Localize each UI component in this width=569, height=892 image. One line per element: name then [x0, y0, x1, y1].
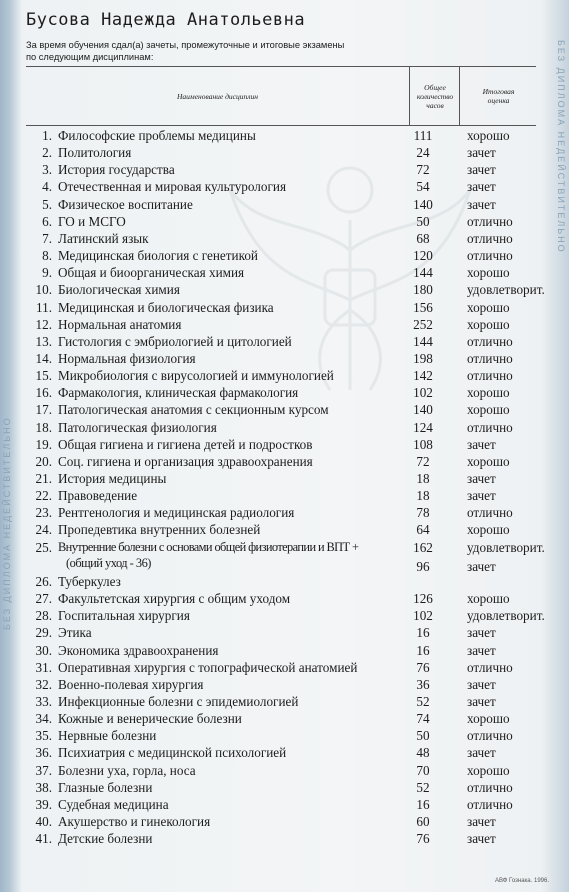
subject-grade: хорошо [467, 402, 510, 418]
subject-number: 31. [35, 659, 52, 675]
subject-number: 25. [35, 539, 52, 555]
subject-hours: 140 [413, 402, 433, 418]
subject-grade: зачет [467, 693, 496, 709]
subject-hours: 140 [413, 196, 433, 212]
subject-grade: отлично [467, 368, 513, 384]
subject-number: 9. [42, 265, 52, 281]
hours-header-line-3: часов [426, 100, 444, 110]
subject-number: 22. [35, 488, 52, 504]
subject-number: 16. [35, 385, 52, 401]
subject-hours: 198 [413, 350, 433, 366]
subject-grade: хорошо [467, 385, 510, 401]
subject-hours: 120 [413, 248, 433, 264]
subject-column-header: Наименование дисциплин [177, 91, 258, 101]
subject-hours: 50 [416, 728, 430, 744]
subject-name: Туберкулез [58, 573, 121, 589]
subject-hours: 16 [416, 796, 430, 812]
subject-number: 35. [35, 728, 52, 744]
subject-name: Отечественная и мировая культурология [58, 179, 287, 195]
subject-hours: 18 [416, 488, 430, 504]
subject-hours: 52 [416, 779, 430, 795]
subject-grade: отлично [467, 230, 513, 246]
hours-column-header [409, 67, 460, 125]
subject-grade: зачет [467, 145, 496, 161]
subject-number: 3. [42, 162, 52, 178]
subject-hours-secondary: 96 [416, 558, 430, 574]
grade-header-line-2: оценка [487, 96, 510, 105]
subject-grade: зачет [467, 814, 496, 829]
subject-grade: отлично [467, 350, 513, 366]
subject-number: 23. [35, 505, 52, 521]
subject-name: История медицины [58, 471, 167, 486]
subject-name: Общая гигиена и гигиена детей и подростков [58, 436, 313, 452]
subject-hours: 142 [413, 368, 433, 384]
subject-number: 11. [36, 299, 52, 315]
subject-hours: 144 [413, 265, 433, 281]
table-header [26, 66, 536, 126]
subject-hours: 78 [416, 505, 430, 521]
subject-number: 26. [35, 573, 52, 589]
subject-number: 12. [35, 316, 52, 332]
subject-number: 41. [35, 831, 52, 847]
subject-name: История государства [58, 162, 175, 178]
subject-name: Внутренние болезни с основами общей физиотерапии и ВПТ + [58, 539, 359, 554]
subject-hours: 72 [416, 453, 430, 469]
subject-hours: 102 [413, 385, 433, 401]
hours-header-line-2: количество [416, 91, 454, 101]
subject-grade: удовлетворит. [467, 608, 545, 624]
subject-name: Болезни уха, горла, носа [58, 762, 196, 778]
subject-number: 24. [35, 522, 52, 538]
subject-grade-secondary: зачет [467, 558, 496, 574]
subject-hours: 102 [413, 608, 433, 624]
subject-hours: 16 [416, 642, 430, 658]
subject-number: 19. [35, 436, 52, 452]
subject-grade: хорошо [467, 316, 510, 332]
subject-name: Факультетская хирургия с общим уходом [58, 591, 291, 607]
subject-name: Медицинская биология с генетикой [58, 248, 258, 264]
subject-number: 7. [42, 230, 52, 246]
subject-number: 34. [35, 711, 52, 727]
subject-name: Кожные и венерические болезни [58, 711, 242, 727]
subject-grade: отлично [467, 248, 513, 264]
subject-name: Патологическая физиология [58, 419, 217, 435]
subject-grade: зачет [467, 642, 496, 658]
subject-grade: хорошо [467, 522, 510, 538]
subject-hours: 76 [416, 659, 430, 675]
subject-number: 6. [42, 213, 52, 229]
subject-name: Госпитальная хирургия [58, 608, 190, 624]
subject-name: Политология [58, 145, 132, 161]
subject-grade: зачет [467, 179, 496, 195]
subject-number: 37. [35, 762, 52, 778]
subject-number: 1. [42, 128, 52, 143]
subject-hours: 162 [413, 539, 433, 555]
subject-hours: 52 [416, 693, 430, 709]
subject-hours: 156 [413, 299, 433, 315]
subject-name: Оперативная хирургия с топографической анатомией [58, 659, 358, 675]
subject-hours: 126 [413, 591, 433, 607]
subject-hours: 74 [416, 711, 430, 727]
subject-name: Микробиология с вирусологией и иммунологией [58, 368, 334, 384]
subject-name: Нормальная физиология [58, 350, 196, 366]
subject-name: Этика [58, 625, 92, 641]
subject-number: 15. [35, 368, 52, 384]
subject-hours: 70 [416, 762, 430, 778]
subject-grade: удовлетворит. [467, 539, 545, 555]
side-security-text-right: БЕЗ ДИПЛОМА НЕДЕЙСТВИТЕЛЬНО [556, 40, 566, 254]
subject-hours: 108 [413, 436, 433, 452]
subject-number: 36. [35, 745, 52, 761]
subject-grade: зачет [467, 196, 496, 212]
subject-name: Гистология с эмбриологией и цитологией [58, 333, 292, 349]
subject-grade: хорошо [467, 762, 510, 778]
subject-name: Общая и биоорганическая химия [58, 265, 245, 281]
intro-line-1: За время обучения сдал(а) зачеты, промежуточные и итоговые экзамены [26, 40, 345, 50]
subject-grade: зачет [467, 488, 496, 504]
subject-hours: 18 [416, 471, 430, 486]
subject-grade: отлично [467, 659, 513, 675]
intro-text [26, 39, 526, 63]
subject-hours: 252 [413, 316, 433, 332]
subject-number: 13. [35, 333, 52, 349]
grade-header-line-1: Итоговая [482, 87, 515, 96]
subject-grade: отлично [467, 728, 513, 744]
subject-name: Военно-полевая хирургия [58, 676, 204, 692]
intro-line-2: по следующим дисциплинам: [26, 52, 154, 62]
subject-number: 18. [35, 419, 52, 435]
subject-hours: 60 [416, 814, 430, 829]
subject-name: Судебная медицина [58, 796, 169, 812]
subject-name: Глазные болезни [58, 779, 153, 795]
subject-name: Философские проблемы медицины [58, 128, 256, 143]
subject-name: Правоведение [58, 488, 138, 504]
subject-hours: 64 [416, 522, 430, 538]
subject-grade: хорошо [467, 453, 510, 469]
subject-grade: зачет [467, 831, 496, 847]
subject-name: Пропедевтика внутренних болезней [58, 522, 261, 538]
side-security-text-left: БЕЗ ДИПЛОМА НЕДЕЙСТВИТЕЛЬНО [2, 416, 12, 630]
subject-number: 20. [35, 453, 52, 469]
subject-grade: хорошо [467, 265, 510, 281]
subject-number: 28. [35, 608, 52, 624]
subject-grade: зачет [467, 745, 496, 761]
subject-grade: отлично [467, 213, 513, 229]
subject-grade: хорошо [467, 128, 510, 143]
subject-name: Физическое воспитание [58, 196, 193, 212]
subject-hours: 111 [413, 128, 433, 143]
subject-name: Детские болезни [58, 831, 153, 847]
subject-number: 2. [42, 145, 52, 161]
subject-hours: 50 [416, 213, 430, 229]
subject-name: ГО и МСГО [58, 213, 126, 229]
subject-number: 33. [35, 693, 52, 709]
subject-name: Патологическая анатомия с секционным курсом [58, 402, 329, 418]
subject-name: Рентгенология и медицинская радиология [58, 505, 295, 521]
subject-number: 30. [35, 642, 52, 658]
printer-mark: АВФ Гознака. 1996. [495, 878, 549, 884]
subject-number: 27. [35, 591, 52, 607]
subject-number: 5. [42, 196, 52, 212]
subject-hours: 16 [416, 625, 430, 641]
subject-number: 38. [35, 779, 52, 795]
subject-hours: 24 [416, 145, 430, 161]
subject-name: Нервные болезни [58, 728, 157, 744]
subject-name: Экономика здравоохранения [58, 642, 219, 658]
subject-hours: 36 [416, 676, 430, 692]
subject-number: 21. [35, 471, 52, 486]
subject-name: Инфекционные болезни с эпидемиологией [58, 693, 299, 709]
subject-grade: хорошо [467, 591, 510, 607]
subject-name: Фармакология, клиническая фармакология [58, 385, 299, 401]
subject-hours: 54 [416, 179, 430, 195]
subject-name: Психиатрия с медицинской психологией [58, 745, 287, 761]
subject-name: Акушерство и гинекология [58, 814, 211, 829]
subject-number: 8. [42, 248, 52, 264]
subject-grade: зачет [467, 436, 496, 452]
subject-name: Соц. гигиена и организация здравоохранения [58, 453, 313, 469]
subject-hours: 76 [416, 831, 430, 847]
subject-hours: 48 [416, 745, 430, 761]
student-name: Бусова Надежда Анатольевна [26, 10, 306, 30]
subject-grade: зачет [467, 162, 496, 178]
subject-hours: 180 [413, 282, 433, 298]
grade-column-header [459, 67, 537, 125]
subject-hours: 124 [413, 419, 433, 435]
subject-grade: зачет [467, 676, 496, 692]
subject-grade: отлично [467, 505, 513, 521]
subject-hours: 68 [416, 230, 430, 246]
subject-number: 10. [35, 282, 52, 298]
subject-number: 17. [35, 402, 52, 418]
subject-grade: отлично [467, 779, 513, 795]
subject-grade: хорошо [467, 711, 510, 727]
subject-number: 29. [35, 625, 52, 641]
subject-grade: отлично [467, 419, 513, 435]
subject-name-continuation: (общий уход - 36) [66, 555, 151, 570]
subject-number: 14. [35, 350, 52, 366]
subject-grade: хорошо [467, 299, 510, 315]
subject-grade: отлично [467, 796, 513, 812]
subject-hours: 144 [413, 333, 433, 349]
subject-number: 39. [35, 796, 52, 812]
subject-number: 4. [42, 179, 52, 195]
hours-header-line-1: Общее [424, 82, 446, 92]
subject-name: Биологическая химия [58, 282, 180, 298]
subject-name: Медицинская и биологическая физика [58, 299, 274, 315]
subject-number: 40. [35, 814, 52, 829]
subject-name: Нормальная анатомия [58, 316, 182, 332]
subject-grade: зачет [467, 471, 496, 486]
subject-grade: отлично [467, 333, 513, 349]
subject-hours: 72 [416, 162, 430, 178]
subject-grade: зачет [467, 625, 496, 641]
subject-name: Латинский язык [58, 230, 149, 246]
subject-number: 32. [35, 676, 52, 692]
subject-grade: удовлетворит. [467, 282, 545, 298]
